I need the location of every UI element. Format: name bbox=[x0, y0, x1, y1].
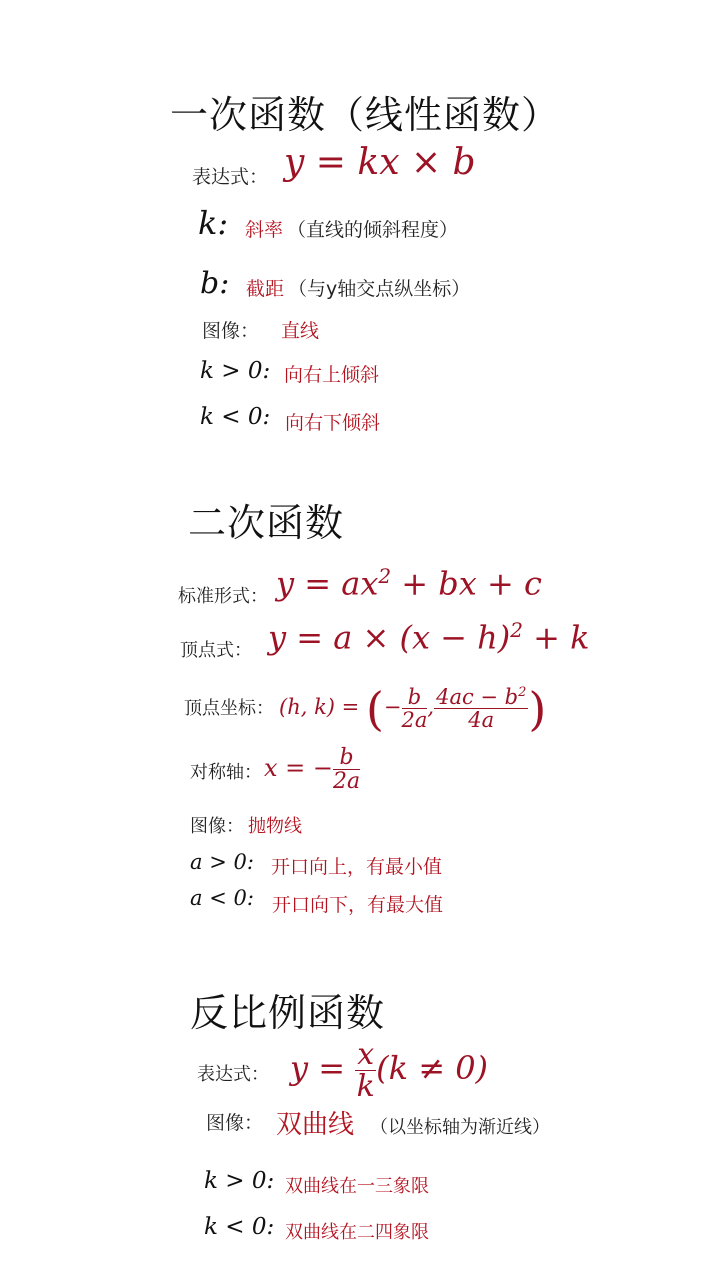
inverse-graph-label: 图像： bbox=[206, 1112, 264, 1134]
linear-graph-value: 直线 bbox=[281, 320, 320, 342]
quadratic-axis-formula: x = − $\frac{b}{2a}$ bbox=[264, 744, 361, 794]
inverse-graph-value: 双曲线 bbox=[276, 1110, 355, 1140]
linear-graph-label: 图像： bbox=[202, 320, 260, 342]
quadratic-vertex-formula: (h, k) = (− $\frac{b}{2a}$ , $\frac{4ac - b^2}{4a}$ ) bbox=[279, 681, 547, 736]
inverse-expr-formula: y = $\frac{x}{k}$ (k ≠ 0) bbox=[290, 1036, 489, 1104]
linear-b-symbol: b: bbox=[200, 266, 230, 301]
quadratic-cond2: a < 0: bbox=[190, 886, 254, 910]
quadratic-graph-label: 图像： bbox=[190, 816, 244, 837]
quadratic-cond2-text: 开口向下，有最大值 bbox=[272, 894, 444, 916]
quadratic-graph-value: 抛物线 bbox=[248, 816, 302, 837]
linear-cond2-text: 向右下倾斜 bbox=[285, 412, 381, 434]
linear-cond1: k > 0: bbox=[200, 358, 271, 384]
inverse-cond1: k > 0: bbox=[204, 1168, 275, 1194]
linear-expr-formula: y = kx × b bbox=[284, 142, 476, 183]
quadratic-cond1: a > 0: bbox=[190, 850, 254, 874]
linear-k-name: 斜率 bbox=[245, 219, 284, 241]
linear-title: 一次函数（线性函数） bbox=[170, 93, 561, 137]
quadratic-std-label: 标准形式： bbox=[178, 586, 268, 607]
inverse-cond1-text: 双曲线在一三象限 bbox=[285, 1176, 429, 1197]
quadratic-std-formula: $y = ax^2$ + bx + c bbox=[276, 564, 542, 603]
quadratic-vertex-form-label: 顶点式： bbox=[180, 640, 252, 661]
inverse-graph-note: （以坐标轴为渐近线） bbox=[370, 1117, 550, 1138]
quadratic-title: 二次函数 bbox=[188, 501, 345, 545]
inverse-expr-label: 表达式： bbox=[197, 1064, 269, 1085]
inverse-title: 反比例函数 bbox=[190, 991, 386, 1035]
linear-expr-label: 表达式： bbox=[192, 166, 269, 188]
quadratic-vertex-form-formula: $y = a \times (x - h)^2 + k$ bbox=[268, 618, 590, 657]
linear-b-note: （与y轴交点纵坐标） bbox=[288, 278, 471, 300]
quadratic-cond1-text: 开口向上，有最小值 bbox=[271, 856, 443, 878]
linear-b-name: 截距 bbox=[246, 278, 285, 300]
linear-cond1-text: 向右上倾斜 bbox=[284, 364, 380, 386]
linear-cond2: k < 0: bbox=[200, 404, 271, 430]
quadratic-vertex-label: 顶点坐标： bbox=[184, 698, 274, 719]
linear-k-symbol: k: bbox=[198, 204, 229, 242]
linear-k-note: （直线的倾斜程度） bbox=[287, 219, 459, 241]
inverse-cond2-text: 双曲线在二四象限 bbox=[285, 1222, 429, 1243]
inverse-cond2: k < 0: bbox=[204, 1214, 275, 1240]
quadratic-axis-label: 对称轴： bbox=[190, 762, 262, 783]
